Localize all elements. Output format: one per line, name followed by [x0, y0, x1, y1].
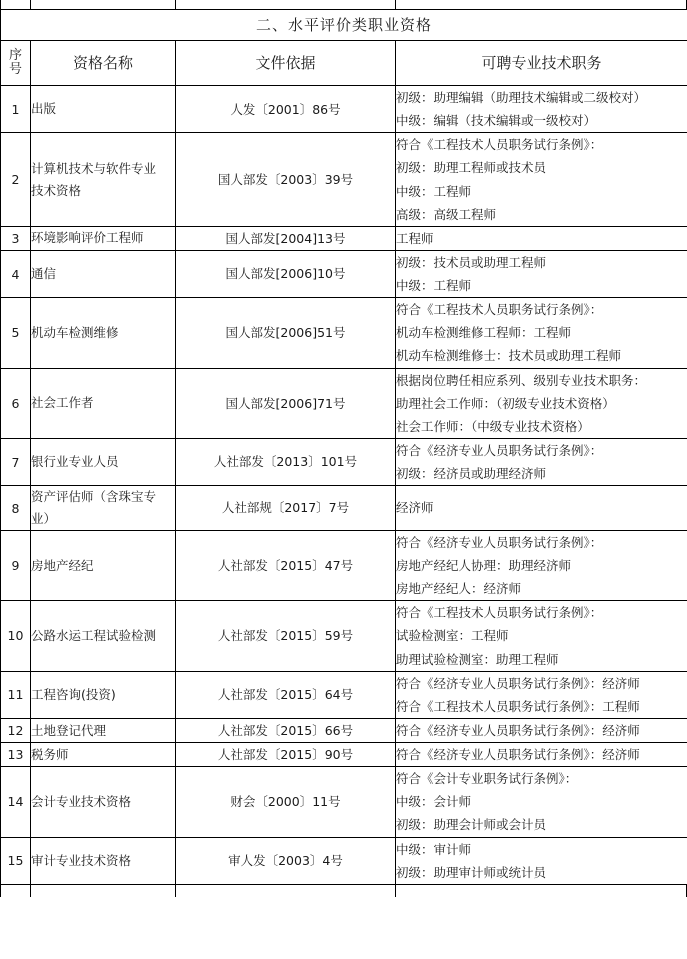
qualification-name-line: 公路水运工程试验检测 — [31, 628, 157, 643]
cell-serial-number: 1 — [1, 86, 31, 133]
cell-document-reference: 人社部发〔2015〕90号 — [176, 743, 396, 767]
cell-eligible-posts — [396, 718, 687, 742]
cell-eligible-posts — [396, 298, 687, 368]
eligible-post-line: 符合《经济专业人员职务试行条例》： — [396, 534, 603, 550]
table-row — [1, 718, 687, 742]
table-row — [1, 837, 687, 884]
cell-serial-number: 5 — [1, 298, 31, 368]
cell-document-reference: 审人发〔2003〕4号 — [176, 837, 396, 884]
eligible-post-line: 中级：工程师 — [396, 183, 472, 199]
qualification-name-line: 出版 — [31, 101, 57, 117]
eligible-post-line: 初级：助理编辑（助理技术编辑或二级校对） — [396, 90, 647, 105]
column-divider-1 — [30, 0, 31, 9]
qualification-name-line: 业） — [31, 511, 57, 526]
cell-eligible-posts — [396, 368, 687, 438]
table-row — [1, 438, 687, 485]
qualification-name-line: 社会工作者 — [31, 395, 94, 411]
table-header-row — [1, 41, 687, 86]
cell-eligible-posts — [396, 250, 687, 297]
cell-qualification-name — [31, 718, 176, 742]
eligible-post-line: 房地产经纪人：经济师 — [396, 581, 522, 597]
cell-document-reference: 人发〔2001〕86号 — [176, 86, 396, 133]
cell-document-reference: 国人部发[2004]13号 — [176, 226, 396, 250]
eligible-post-line: 机动车检测维修工程师：工程师 — [396, 325, 572, 341]
eligible-post-line: 初级：技术员或助理工程师 — [396, 254, 547, 270]
cell-eligible-posts — [396, 601, 687, 671]
cell-qualification-name — [31, 837, 176, 884]
eligible-post-line: 初级：助理审计师或统计员 — [396, 864, 547, 880]
cell-document-reference: 人社部规〔2017〕7号 — [176, 486, 396, 531]
cell-qualification-name — [31, 298, 176, 368]
qualification-name-line: 房地产经纪 — [31, 557, 94, 573]
cell-serial-number: 3 — [1, 226, 31, 250]
cell-serial-number: 12 — [1, 718, 31, 742]
table-row — [1, 767, 687, 837]
qualification-name-line: 计算机技术与软件专业 — [31, 160, 157, 176]
cell-serial-number: 8 — [1, 486, 31, 531]
eligible-post-line: 符合《会计专业职务试行条例》： — [396, 771, 578, 787]
column-header-doc: 文件依据 — [176, 41, 396, 86]
cell-document-reference: 人社部发〔2015〕64号 — [176, 671, 396, 718]
cell-document-reference: 国人部发[2006]10号 — [176, 250, 396, 297]
cell-eligible-posts — [396, 767, 687, 837]
eligible-post-line: 经济师 — [396, 500, 434, 516]
eligible-post-line: 工程师 — [396, 230, 434, 246]
cell-serial-number: 13 — [1, 743, 31, 767]
cell-qualification-name — [31, 743, 176, 767]
section-title: 二、水平评价类职业资格 — [1, 10, 687, 41]
eligible-post-line: 中级：审计师 — [396, 841, 472, 857]
cell-qualification-name — [31, 767, 176, 837]
table-row — [1, 133, 687, 227]
qualification-name-line: 土地登记代理 — [31, 722, 107, 738]
eligible-post-line: 符合《工程技术人员职务试行条例》： — [396, 605, 603, 621]
eligible-post-line: 符合《工程技术人员职务试行条例》：工程师 — [396, 698, 640, 714]
eligible-post-line: 助理社会工作师：（初级专业技术资格） — [396, 395, 615, 411]
eligible-post-line: 初级：助理会计师或会计员 — [396, 817, 547, 833]
eligible-post-line: 试验检测室：工程师 — [396, 628, 509, 644]
cell-qualification-name — [31, 133, 176, 227]
eligible-post-line: 助理试验检测室：助理工程师 — [396, 651, 559, 667]
qualification-name-line: 税务师 — [31, 746, 69, 762]
cell-document-reference: 人社部发〔2015〕66号 — [176, 718, 396, 742]
cell-qualification-name — [31, 486, 176, 531]
table-row — [1, 226, 687, 250]
qualification-name-line: 工程咨询(投资) — [31, 686, 116, 702]
cell-serial-number: 15 — [1, 837, 31, 884]
eligible-post-line: 高级：高级工程师 — [396, 206, 497, 222]
eligible-post-line: 中级：会计师 — [396, 794, 472, 810]
table-row — [1, 601, 687, 671]
table-row — [1, 530, 687, 600]
cell-eligible-posts — [396, 438, 687, 485]
qualification-table — [0, 9, 687, 885]
eligible-post-line: 机动车检测维修士：技术员或助理工程师 — [396, 348, 622, 364]
cell-document-reference: 人社部发〔2015〕59号 — [176, 601, 396, 671]
cell-serial-number: 2 — [1, 133, 31, 227]
eligible-post-line: 中级：工程师 — [396, 278, 472, 293]
cell-qualification-name — [31, 601, 176, 671]
cell-qualification-name — [31, 368, 176, 438]
eligible-post-line: 符合《经济专业人员职务试行条例》：经济师 — [396, 747, 640, 762]
qualification-name-line: 审计专业技术资格 — [31, 852, 132, 868]
column-divider-3 — [395, 0, 396, 9]
qualification-name-line: 通信 — [31, 266, 57, 282]
next-row-sliver — [0, 885, 687, 897]
cell-serial-number: 10 — [1, 601, 31, 671]
cell-eligible-posts — [396, 743, 687, 767]
eligible-post-line: 根据岗位聘任相应系列、级别专业技术职务： — [396, 372, 647, 388]
eligible-post-line: 符合《经济专业人员职务试行条例》：经济师 — [396, 675, 640, 691]
eligible-post-line: 房地产经纪人协理：助理经济师 — [396, 558, 572, 573]
cell-document-reference: 国人部发[2006]71号 — [176, 368, 396, 438]
qualification-name-line: 会计专业技术资格 — [31, 793, 132, 809]
eligible-post-line: 中级：编辑（技术编辑或一级校对） — [396, 113, 597, 129]
qualification-name-line: 环境影响评价工程师 — [31, 230, 144, 246]
eligible-post-line: 符合《工程技术人员职务试行条例》： — [396, 302, 603, 318]
column-divider-2 — [175, 0, 176, 9]
cell-qualification-name — [31, 530, 176, 600]
qualification-name-line: 资产评估师（含珠宝专 — [31, 489, 157, 505]
cell-eligible-posts — [396, 133, 687, 227]
cell-serial-number: 4 — [1, 250, 31, 297]
cell-document-reference: 国人部发〔2003〕39号 — [176, 133, 396, 227]
cell-qualification-name — [31, 438, 176, 485]
section-title-row — [1, 10, 687, 41]
table-row — [1, 250, 687, 297]
column-divider-1 — [30, 885, 31, 897]
column-header-name: 资格名称 — [31, 41, 176, 86]
eligible-post-line: 社会工作师：（中级专业技术资格） — [396, 418, 590, 434]
qualification-name-line: 技术资格 — [31, 182, 82, 198]
cell-document-reference: 国人部发[2006]51号 — [176, 298, 396, 368]
table-row — [1, 743, 687, 767]
previous-row-sliver — [0, 0, 687, 9]
cell-serial-number: 7 — [1, 438, 31, 485]
table-row — [1, 368, 687, 438]
column-header-no-line2: 号 — [8, 62, 22, 77]
eligible-post-line: 符合《工程技术人员职务试行条例》： — [396, 137, 603, 153]
eligible-post-line: 符合《经济专业人员职务试行条例》：经济师 — [396, 722, 640, 738]
eligible-post-line: 初级：助理工程师或技术员 — [396, 160, 547, 176]
cell-eligible-posts — [396, 486, 687, 531]
eligible-post-line: 符合《经济专业人员职务试行条例》： — [396, 442, 603, 458]
cell-document-reference: 人社部发〔2013〕101号 — [176, 438, 396, 485]
table-row — [1, 486, 687, 531]
cell-eligible-posts — [396, 837, 687, 884]
cell-eligible-posts — [396, 530, 687, 600]
cell-eligible-posts — [396, 226, 687, 250]
table-row — [1, 86, 687, 133]
cell-eligible-posts — [396, 671, 687, 718]
cell-document-reference: 人社部发〔2015〕47号 — [176, 530, 396, 600]
qualification-name-line: 银行业专业人员 — [31, 454, 119, 470]
cell-serial-number: 6 — [1, 368, 31, 438]
cell-serial-number: 11 — [1, 671, 31, 718]
column-header-no-line1: 序 — [8, 47, 22, 63]
cell-serial-number: 14 — [1, 767, 31, 837]
eligible-post-line: 初级：经济员或助理经济师 — [396, 466, 547, 481]
column-header-no — [1, 41, 31, 86]
cell-serial-number: 9 — [1, 530, 31, 600]
cell-eligible-posts — [396, 86, 687, 133]
column-divider-2 — [175, 885, 176, 897]
cell-qualification-name — [31, 671, 176, 718]
cell-qualification-name — [31, 250, 176, 297]
column-divider-3 — [395, 885, 396, 897]
cell-document-reference: 财会〔2000〕11号 — [176, 767, 396, 837]
table-row — [1, 298, 687, 368]
cell-qualification-name — [31, 86, 176, 133]
column-header-post: 可聘专业技术职务 — [396, 41, 687, 86]
table-row — [1, 671, 687, 718]
cell-qualification-name — [31, 226, 176, 250]
qualification-name-line: 机动车检测维修 — [31, 324, 119, 340]
